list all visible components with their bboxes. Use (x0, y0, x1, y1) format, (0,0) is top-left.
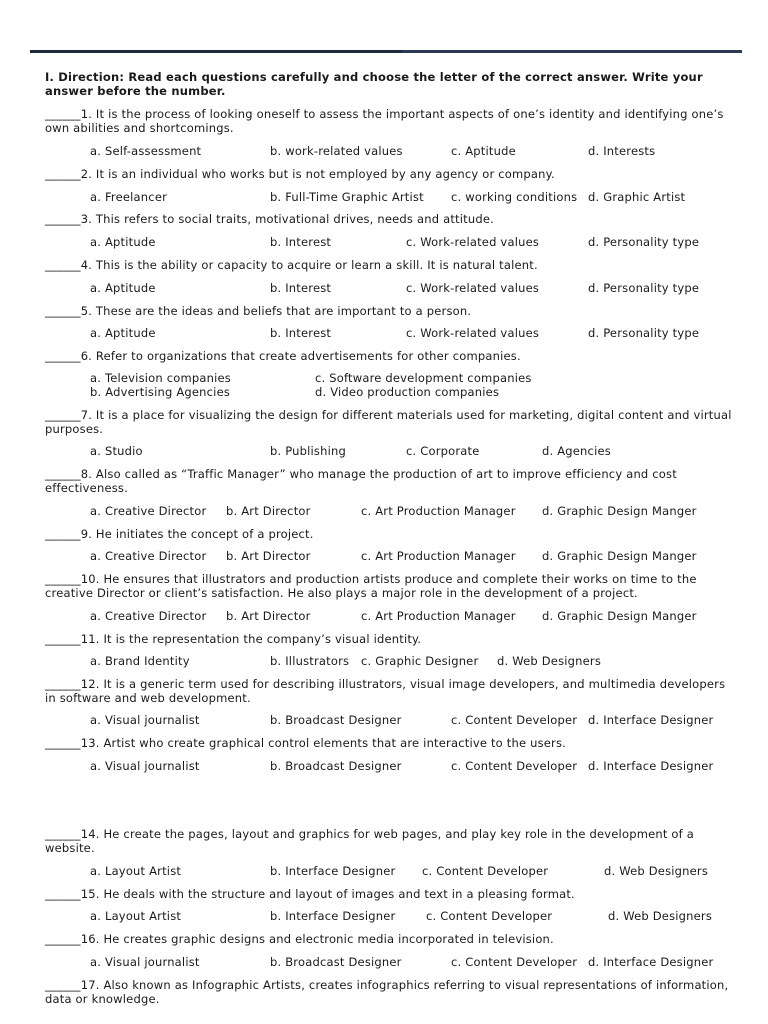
option-9a: a. Creative Director (90, 549, 207, 563)
question-4: ______4. This is the ability or capacity to acquire or learn a skill. It is natural talent. (45, 258, 538, 272)
option-14a: a. Layout Artist (90, 864, 182, 878)
option-14c: c. Content Developer (422, 864, 549, 878)
option-14d: d. Web Designers (604, 864, 709, 878)
question-9: ______9. He initiates the concept of a project. (45, 527, 314, 541)
option-15b: b. Interface Designer (270, 909, 396, 923)
option-5a: a. Aptitude (90, 326, 156, 340)
option-6c: c. Software development companies (315, 371, 532, 385)
option-7d: d. Agencies (542, 444, 611, 458)
option-1a: a. Self-assessment (90, 144, 202, 158)
question-11: ______11. It is the representation the company’s visual identity. (45, 632, 422, 646)
option-1b: b. work-related values (270, 144, 403, 158)
option-8b: b. Art Director (226, 504, 311, 518)
option-8a: a. Creative Director (90, 504, 207, 518)
option-4a: a. Aptitude (90, 281, 156, 295)
option-3a: a. Aptitude (90, 235, 156, 249)
question-6: ______6. Refer to organizations that create advertisements for other companies. (45, 349, 521, 363)
option-1d: d. Interests (588, 144, 656, 158)
option-13b: b. Broadcast Designer (270, 759, 402, 773)
question-10: ______10. He ensures that illustrators and production artists produce and complete their works on time to the creative Director or client’s satisfaction. He also plays a major role in the development of a project. (45, 572, 697, 600)
option-4b: b. Interest (270, 281, 332, 295)
question-5: ______5. These are the ideas and beliefs that are important to a person. (45, 304, 472, 318)
option-11b: b. Illustrators (270, 654, 350, 668)
option-10c: c. Art Production Manager (361, 609, 516, 623)
option-16b: b. Broadcast Designer (270, 955, 402, 969)
option-3c: c. Work-related values (406, 235, 540, 249)
option-5c: c. Work-related values (406, 326, 540, 340)
question-7: ______7. It is a place for visualizing the design for different materials used for marketing, digital content and virtual purposes. (45, 408, 732, 436)
option-10d: d. Graphic Design Manger (542, 609, 697, 623)
directions-heading: I. Direction: Read each questions carefully and choose the letter of the correct answer. Write your answer before the number. (45, 70, 703, 98)
question-8: ______8. Also called as “Traffic Manager” who manage the production of art to improve efficiency and cost effectiveness. (45, 467, 677, 495)
option-13c: c. Content Developer (451, 759, 578, 773)
option-2a: a. Freelancer (90, 190, 168, 204)
option-12d: d. Interface Designer (588, 713, 714, 727)
option-4d: d. Personality type (588, 281, 700, 295)
option-2c: c. working conditions (451, 190, 578, 204)
question-2: ______2. It is an individual who works but is not employed by any agency or company. (45, 167, 555, 181)
option-16c: c. Content Developer (451, 955, 578, 969)
option-4c: c. Work-related values (406, 281, 540, 295)
option-7c: c. Corporate (406, 444, 480, 458)
question-14: ______14. He create the pages, layout and graphics for web pages, and play key role in the development of a website. (45, 827, 695, 855)
question-3: ______3. This refers to social traits, motivational drives, needs and attitude. (45, 212, 494, 226)
option-15d: d. Web Designers (608, 909, 713, 923)
option-9d: d. Graphic Design Manger (542, 549, 697, 563)
option-10b: b. Art Director (226, 609, 311, 623)
question-12: ______12. It is a generic term used for describing illustrators, visual image developers, and multimedia developers in software and web development. (45, 677, 726, 705)
option-6b: b. Advertising Agencies (90, 385, 231, 399)
option-11c: c. Graphic Designer (361, 654, 479, 668)
option-16a: a. Visual journalist (90, 955, 200, 969)
option-9c: c. Art Production Manager (361, 549, 516, 563)
option-7a: a. Studio (90, 444, 143, 458)
option-7b: b. Publishing (270, 444, 346, 458)
option-12b: b. Broadcast Designer (270, 713, 402, 727)
option-13d: d. Interface Designer (588, 759, 714, 773)
question-16: ______16. He creates graphic designs and electronic media incorporated in television. (45, 932, 554, 946)
option-15a: a. Layout Artist (90, 909, 182, 923)
option-14b: b. Interface Designer (270, 864, 396, 878)
option-3b: b. Interest (270, 235, 332, 249)
option-1c: c. Aptitude (451, 144, 516, 158)
option-5b: b. Interest (270, 326, 332, 340)
option-13a: a. Visual journalist (90, 759, 200, 773)
option-15c: c. Content Developer (426, 909, 553, 923)
question-13: ______13. Artist who create graphical control elements that are interactive to the users. (45, 736, 567, 750)
option-5d: d. Personality type (588, 326, 700, 340)
option-3d: d. Personality type (588, 235, 700, 249)
option-8c: c. Art Production Manager (361, 504, 516, 518)
option-2d: d. Graphic Artist (588, 190, 686, 204)
option-16d: d. Interface Designer (588, 955, 714, 969)
question-15: ______15. He deals with the structure and layout of images and text in a pleasing format. (45, 887, 575, 901)
option-12a: a. Visual journalist (90, 713, 200, 727)
option-11d: d. Web Designers (497, 654, 602, 668)
header-rule (30, 50, 742, 53)
question-1: ______1. It is the process of looking oneself to assess the important aspects of one’s identity and identifying one’s own abilities and shortcomings. (45, 107, 724, 135)
option-6a: a. Television companies (90, 371, 231, 385)
option-11a: a. Brand Identity (90, 654, 190, 668)
option-6d: d. Video production companies (315, 385, 500, 399)
option-10a: a. Creative Director (90, 609, 207, 623)
option-8d: d. Graphic Design Manger (542, 504, 697, 518)
option-2b: b. Full-Time Graphic Artist (270, 190, 424, 204)
option-9b: b. Art Director (226, 549, 311, 563)
option-12c: c. Content Developer (451, 713, 578, 727)
question-17: ______17. Also known as Infographic Artists, creates infographics referring to visual representations of information, data or knowledge. (45, 978, 729, 1006)
